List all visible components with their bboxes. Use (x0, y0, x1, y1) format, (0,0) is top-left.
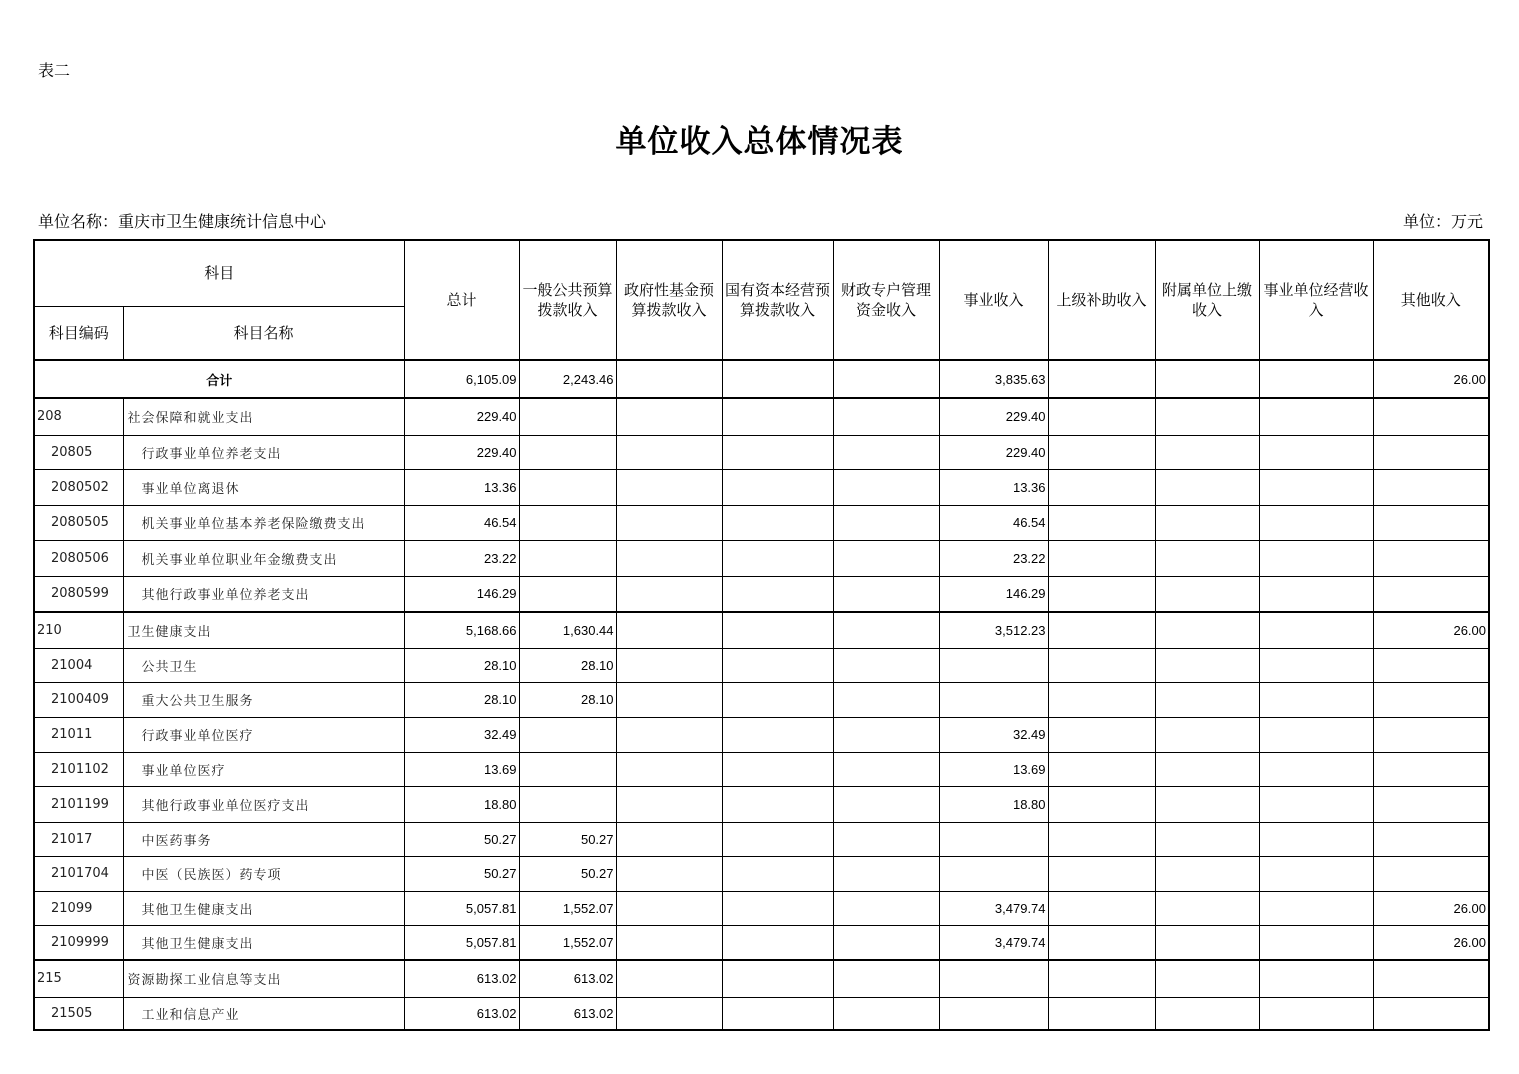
subject-code: 2080502 (34, 469, 123, 505)
amount-cell (833, 960, 939, 997)
total-cell (1259, 360, 1373, 398)
table-row (34, 822, 1489, 856)
amount-cell (722, 648, 833, 682)
amount-cell (1259, 960, 1373, 997)
amount-cell (833, 717, 939, 752)
amount-cell (1155, 822, 1259, 856)
amount-cell (722, 891, 833, 925)
table-row (34, 856, 1489, 891)
amount-cell (1259, 891, 1373, 925)
amount-cell (833, 505, 939, 540)
amount-cell (1259, 822, 1373, 856)
subject-name: 公共卫生 (123, 648, 404, 682)
amount-cell (1259, 786, 1373, 822)
amount-cell (1155, 891, 1259, 925)
amount-cell: 13.36 (404, 469, 519, 505)
amount-cell (1048, 997, 1155, 1030)
amount-cell: 50.27 (519, 822, 616, 856)
amount-cell: 3,479.74 (939, 891, 1048, 925)
amount-cell (1155, 717, 1259, 752)
amount-cell (1048, 856, 1155, 891)
amount-cell: 1,552.07 (519, 925, 616, 960)
amount-cell (722, 540, 833, 576)
amount-cell (1048, 960, 1155, 997)
header-superior-subsidy: 上级补助收入 (1048, 240, 1155, 360)
amount-cell (616, 612, 722, 648)
unit-name: 单位名称：重庆市卫生健康统计信息中心 (38, 212, 327, 231)
subject-code: 2080505 (34, 505, 123, 540)
table-row (34, 752, 1489, 786)
amount-cell: 26.00 (1373, 612, 1489, 648)
page-title: 单位收入总体情况表 (615, 124, 904, 160)
amount-cell: 1,552.07 (519, 891, 616, 925)
amount-cell (1373, 752, 1489, 786)
subject-code: 21099 (34, 891, 123, 925)
table-row (34, 682, 1489, 717)
table-row (34, 717, 1489, 752)
amount-cell: 28.10 (519, 648, 616, 682)
amount-cell (1048, 891, 1155, 925)
amount-cell: 5,057.81 (404, 925, 519, 960)
amount-cell (519, 576, 616, 612)
amount-cell (616, 540, 722, 576)
amount-cell: 3,479.74 (939, 925, 1048, 960)
amount-cell: 13.69 (404, 752, 519, 786)
table-row (34, 469, 1489, 505)
amount-cell (616, 648, 722, 682)
amount-cell: 50.27 (519, 856, 616, 891)
amount-cell (1259, 648, 1373, 682)
amount-cell (1048, 505, 1155, 540)
amount-cell (1373, 717, 1489, 752)
amount-cell (722, 717, 833, 752)
amount-cell: 613.02 (404, 960, 519, 997)
amount-cell (1048, 786, 1155, 822)
amount-cell (616, 786, 722, 822)
amount-cell (1373, 682, 1489, 717)
amount-cell (1373, 648, 1489, 682)
amount-cell: 229.40 (939, 435, 1048, 469)
total-cell (722, 360, 833, 398)
total-cell (616, 360, 722, 398)
subject-name: 其他卫生健康支出 (123, 925, 404, 960)
amount-cell: 229.40 (404, 398, 519, 435)
amount-cell (722, 576, 833, 612)
amount-cell (722, 856, 833, 891)
subject-name: 重大公共卫生服务 (123, 682, 404, 717)
amount-cell (833, 997, 939, 1030)
amount-cell (519, 435, 616, 469)
amount-cell (939, 682, 1048, 717)
amount-cell: 28.10 (404, 682, 519, 717)
amount-cell (722, 435, 833, 469)
amount-cell (939, 997, 1048, 1030)
amount-cell (1048, 648, 1155, 682)
amount-cell: 18.80 (404, 786, 519, 822)
amount-cell (833, 576, 939, 612)
header-affiliated-turnover: 附属单位上缴收入 (1155, 240, 1259, 360)
amount-cell (722, 505, 833, 540)
amount-cell: 23.22 (404, 540, 519, 576)
amount-cell (833, 540, 939, 576)
amount-cell (616, 576, 722, 612)
amount-cell (1048, 576, 1155, 612)
amount-cell (616, 752, 722, 786)
amount-cell (1259, 682, 1373, 717)
table-row (34, 925, 1489, 960)
amount-cell (1373, 997, 1489, 1030)
amount-cell (1048, 925, 1155, 960)
amount-cell (1048, 822, 1155, 856)
amount-cell: 26.00 (1373, 891, 1489, 925)
total-row (34, 360, 1489, 398)
amount-cell: 13.36 (939, 469, 1048, 505)
header-special-account: 财政专户管理资金收入 (833, 240, 939, 360)
subject-code: 20805 (34, 435, 123, 469)
amount-cell: 613.02 (519, 960, 616, 997)
table-row (34, 576, 1489, 612)
amount-cell: 613.02 (519, 997, 616, 1030)
amount-cell (519, 786, 616, 822)
subject-name: 中医药事务 (123, 822, 404, 856)
amount-cell (519, 505, 616, 540)
amount-cell (1155, 682, 1259, 717)
amount-cell (519, 752, 616, 786)
amount-cell (519, 398, 616, 435)
amount-cell: 46.54 (939, 505, 1048, 540)
subject-name: 机关事业单位职业年金缴费支出 (123, 540, 404, 576)
amount-cell (616, 398, 722, 435)
amount-cell: 50.27 (404, 856, 519, 891)
amount-cell: 50.27 (404, 822, 519, 856)
amount-cell (616, 435, 722, 469)
amount-cell: 3,512.23 (939, 612, 1048, 648)
amount-cell (833, 891, 939, 925)
amount-cell (722, 997, 833, 1030)
amount-cell: 23.22 (939, 540, 1048, 576)
amount-cell (1259, 469, 1373, 505)
amount-cell (1373, 435, 1489, 469)
amount-cell (616, 960, 722, 997)
table-row (34, 997, 1489, 1030)
subject-name: 事业单位医疗 (123, 752, 404, 786)
subject-code: 2080599 (34, 576, 123, 612)
amount-cell (1259, 612, 1373, 648)
amount-cell: 229.40 (404, 435, 519, 469)
amount-cell (519, 717, 616, 752)
total-cell (1048, 360, 1155, 398)
amount-cell (616, 925, 722, 960)
amount-cell: 46.54 (404, 505, 519, 540)
subject-code: 21011 (34, 717, 123, 752)
amount-cell (616, 997, 722, 1030)
amount-cell: 28.10 (404, 648, 519, 682)
header-subject-code: 科目编码 (34, 306, 123, 360)
amount-cell (722, 822, 833, 856)
header-subject-name: 科目名称 (123, 306, 404, 360)
amount-cell (519, 540, 616, 576)
subject-name: 其他卫生健康支出 (123, 891, 404, 925)
amount-cell (1259, 540, 1373, 576)
amount-cell (833, 786, 939, 822)
amount-cell: 32.49 (404, 717, 519, 752)
header-operating-income: 事业单位经营收入 (1259, 240, 1373, 360)
amount-cell (1048, 752, 1155, 786)
amount-cell: 13.69 (939, 752, 1048, 786)
table-row (34, 540, 1489, 576)
subject-name: 工业和信息产业 (123, 997, 404, 1030)
unit-label: 单位：万元 (1402, 212, 1483, 231)
subject-name: 行政事业单位医疗 (123, 717, 404, 752)
amount-cell (1048, 540, 1155, 576)
amount-cell (519, 469, 616, 505)
amount-cell (616, 469, 722, 505)
header-row-1 (34, 240, 1489, 306)
amount-cell (1373, 822, 1489, 856)
table-row (34, 891, 1489, 925)
subject-code: 2101704 (34, 856, 123, 891)
amount-cell: 28.10 (519, 682, 616, 717)
income-table (33, 239, 1490, 1031)
total-cell: 6,105.09 (404, 360, 519, 398)
amount-cell (833, 469, 939, 505)
amount-cell (833, 682, 939, 717)
amount-cell: 146.29 (404, 576, 519, 612)
amount-cell (1155, 612, 1259, 648)
amount-cell (1048, 398, 1155, 435)
subject-name: 社会保障和就业支出 (123, 398, 404, 435)
amount-cell (939, 648, 1048, 682)
amount-cell (722, 786, 833, 822)
subject-code: 2100409 (34, 682, 123, 717)
amount-cell (722, 752, 833, 786)
amount-cell (1259, 925, 1373, 960)
amount-cell (833, 856, 939, 891)
header-total: 总计 (404, 240, 519, 360)
amount-cell (833, 925, 939, 960)
amount-cell (833, 398, 939, 435)
total-cell: 3,835.63 (939, 360, 1048, 398)
amount-cell (616, 822, 722, 856)
amount-cell (616, 505, 722, 540)
subject-name: 其他行政事业单位医疗支出 (123, 786, 404, 822)
total-cell: 26.00 (1373, 360, 1489, 398)
amount-cell (722, 925, 833, 960)
header-state-capital: 国有资本经营预算拨款收入 (722, 240, 833, 360)
amount-cell: 32.49 (939, 717, 1048, 752)
amount-cell (1155, 576, 1259, 612)
subject-code: 21505 (34, 997, 123, 1030)
amount-cell: 26.00 (1373, 925, 1489, 960)
subject-code: 2101102 (34, 752, 123, 786)
amount-cell (1155, 398, 1259, 435)
amount-cell (833, 648, 939, 682)
amount-cell (1373, 540, 1489, 576)
subject-name: 资源勘探工业信息等支出 (123, 960, 404, 997)
amount-cell (722, 612, 833, 648)
amount-cell (1048, 435, 1155, 469)
amount-cell (722, 469, 833, 505)
amount-cell (1373, 505, 1489, 540)
amount-cell (616, 856, 722, 891)
table-row (34, 505, 1489, 540)
amount-cell (1048, 682, 1155, 717)
amount-cell (1048, 717, 1155, 752)
header-general-budget: 一般公共预算拨款收入 (519, 240, 616, 360)
table-row (34, 648, 1489, 682)
subject-name: 事业单位离退休 (123, 469, 404, 505)
subject-name: 其他行政事业单位养老支出 (123, 576, 404, 612)
total-cell (1155, 360, 1259, 398)
subject-name: 卫生健康支出 (123, 612, 404, 648)
amount-cell (1155, 469, 1259, 505)
subject-code: 2080506 (34, 540, 123, 576)
amount-cell (833, 612, 939, 648)
amount-cell (1155, 648, 1259, 682)
amount-cell (1259, 398, 1373, 435)
amount-cell (1373, 856, 1489, 891)
subject-code: 210 (34, 612, 123, 648)
table-row (34, 786, 1489, 822)
header-business-income: 事业收入 (939, 240, 1048, 360)
amount-cell (1373, 786, 1489, 822)
amount-cell (722, 682, 833, 717)
amount-cell (833, 435, 939, 469)
subject-code: 2109999 (34, 925, 123, 960)
subject-code: 2101199 (34, 786, 123, 822)
amount-cell (722, 398, 833, 435)
amount-cell: 146.29 (939, 576, 1048, 612)
amount-cell: 18.80 (939, 786, 1048, 822)
amount-cell (1048, 469, 1155, 505)
amount-cell (833, 752, 939, 786)
table-row (34, 960, 1489, 997)
amount-cell (1259, 717, 1373, 752)
amount-cell: 229.40 (939, 398, 1048, 435)
amount-cell (1259, 576, 1373, 612)
amount-cell: 5,057.81 (404, 891, 519, 925)
subject-name: 中医（民族医）药专项 (123, 856, 404, 891)
sheet-label: 表二 (38, 61, 71, 80)
subject-code: 208 (34, 398, 123, 435)
total-cell (833, 360, 939, 398)
amount-cell (616, 717, 722, 752)
amount-cell (1155, 435, 1259, 469)
amount-cell (939, 822, 1048, 856)
amount-cell (1155, 960, 1259, 997)
amount-cell (939, 960, 1048, 997)
amount-cell (1155, 925, 1259, 960)
amount-cell (1259, 505, 1373, 540)
subject-code: 215 (34, 960, 123, 997)
amount-cell: 1,630.44 (519, 612, 616, 648)
table-row (34, 435, 1489, 469)
amount-cell (1048, 612, 1155, 648)
subject-code: 21004 (34, 648, 123, 682)
table-row (34, 612, 1489, 648)
amount-cell (1155, 856, 1259, 891)
amount-cell (1155, 786, 1259, 822)
amount-cell (1259, 435, 1373, 469)
subject-name: 行政事业单位养老支出 (123, 435, 404, 469)
amount-cell (833, 822, 939, 856)
amount-cell: 5,168.66 (404, 612, 519, 648)
amount-cell (616, 682, 722, 717)
table-row (34, 398, 1489, 435)
amount-cell (1155, 505, 1259, 540)
total-label: 合计 (34, 360, 404, 398)
amount-cell (1155, 752, 1259, 786)
amount-cell (1155, 540, 1259, 576)
amount-cell (1259, 997, 1373, 1030)
amount-cell (1259, 752, 1373, 786)
header-subject: 科目 (34, 240, 404, 306)
amount-cell (939, 856, 1048, 891)
amount-cell (1259, 856, 1373, 891)
subject-code: 21017 (34, 822, 123, 856)
amount-cell (1155, 997, 1259, 1030)
amount-cell (1373, 398, 1489, 435)
amount-cell (722, 960, 833, 997)
header-gov-fund: 政府性基金预算拨款收入 (616, 240, 722, 360)
amount-cell: 613.02 (404, 997, 519, 1030)
amount-cell (1373, 469, 1489, 505)
amount-cell (1373, 576, 1489, 612)
amount-cell (616, 891, 722, 925)
amount-cell (1373, 960, 1489, 997)
total-cell: 2,243.46 (519, 360, 616, 398)
header-other-income: 其他收入 (1373, 240, 1489, 360)
subject-name: 机关事业单位基本养老保险缴费支出 (123, 505, 404, 540)
